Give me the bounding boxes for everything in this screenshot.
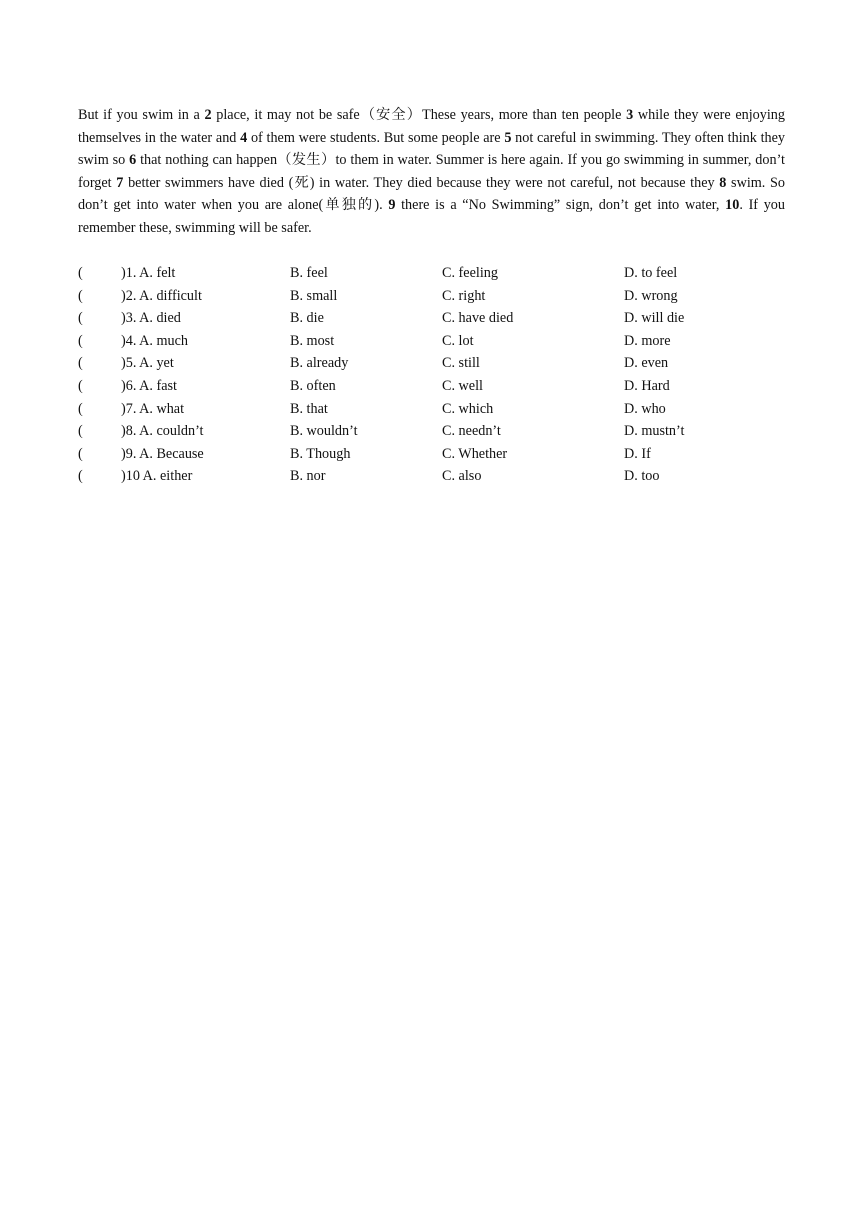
option-b: B. often: [290, 377, 336, 394]
blank-number: 8: [719, 174, 727, 191]
option-b: B. already: [290, 355, 349, 372]
option-c: C. right: [442, 287, 486, 304]
answer-paren: (: [78, 332, 83, 349]
passage-text: while they were enjoying themselves in the water and: [78, 107, 785, 146]
blank-number: 3: [626, 107, 634, 123]
option-a: )8. A. couldn’t: [121, 423, 204, 440]
option-a: )7. A. what: [121, 400, 185, 417]
blank-number: 10: [725, 197, 740, 214]
blank-number: 4: [240, 129, 248, 146]
answer-paren: (: [78, 400, 83, 417]
option-c: C. Whether: [442, 445, 508, 462]
passage-text: that nothing can happen（发生）to them in water. Summer is here again. If you go swimming in summer, don’t forget: [78, 152, 785, 191]
option-a: )3. A. died: [121, 310, 181, 327]
option-d: D. Hard: [624, 377, 670, 394]
question-row: [78, 420, 785, 443]
question-row: [78, 330, 785, 353]
blank-number: 2: [204, 107, 212, 123]
option-d: D. wrong: [624, 287, 678, 304]
question-row: [78, 352, 785, 375]
option-c: C. needn’t: [442, 423, 501, 440]
blank-number: 7: [116, 174, 124, 191]
passage-text: not careful in swimming. They often think they swim so: [78, 129, 785, 169]
option-b: B. small: [290, 287, 338, 304]
answer-paren: (: [78, 355, 83, 372]
answer-paren: (: [78, 265, 83, 281]
question-row: [78, 375, 785, 398]
blank-number: 6: [129, 152, 137, 169]
passage-text: swim. So don’t get into water when you are alone(单独的).: [78, 174, 785, 214]
option-a: )5. A. yet: [121, 355, 174, 372]
option-a: )1. A. felt: [121, 265, 176, 281]
question-row: [78, 262, 785, 285]
option-b: B. feel: [290, 265, 328, 281]
passage-text: But if you swim in a: [78, 107, 205, 123]
option-a: )2. A. difficult: [121, 287, 202, 304]
question-row: [78, 443, 785, 466]
cloze-passage: [78, 104, 785, 240]
option-c: C. well: [442, 377, 483, 394]
option-d: D. even: [624, 355, 669, 372]
answer-paren: (: [78, 377, 83, 394]
answer-paren: (: [78, 468, 83, 485]
option-d: D. to feel: [624, 265, 678, 281]
option-d: D. more: [624, 332, 671, 349]
option-c: C. also: [442, 468, 482, 485]
option-c: C. lot: [442, 332, 474, 349]
answer-paren: (: [78, 310, 83, 327]
answer-paren: (: [78, 445, 83, 462]
option-c: C. which: [442, 400, 494, 417]
blank-number: 9: [388, 197, 396, 214]
passage-text: better swimmers have died (死) in water. They died because they were not careful, not because they: [123, 174, 720, 191]
passage-text: . If you remember these, swimming will be safer.: [78, 197, 785, 236]
question-list: [78, 262, 785, 488]
option-b: B. that: [290, 400, 328, 417]
option-c: C. have died: [442, 310, 514, 327]
question-row: [78, 398, 785, 421]
passage-text: there is a “No Swimming” sign, don’t get into water,: [395, 197, 726, 214]
question-row: [78, 307, 785, 330]
blank-number: 5: [504, 129, 512, 146]
option-b: B. wouldn’t: [290, 423, 358, 440]
option-d: D. mustn’t: [624, 423, 685, 440]
passage-text: place, it may not be safe（安全）These years, more than ten people: [211, 107, 627, 123]
option-a: )6. A. fast: [121, 377, 177, 394]
answer-paren: (: [78, 423, 83, 440]
option-d: D. too: [624, 468, 660, 485]
option-a: )10 A. either: [121, 468, 193, 485]
option-c: C. still: [442, 355, 480, 372]
option-d: D. will die: [624, 310, 685, 327]
option-d: D. If: [624, 445, 651, 462]
answer-paren: (: [78, 287, 83, 304]
option-b: B. Though: [290, 445, 351, 462]
option-c: C. feeling: [442, 265, 498, 281]
question-row: [78, 285, 785, 308]
option-b: B. nor: [290, 468, 326, 485]
option-d: D. who: [624, 400, 666, 417]
option-b: B. most: [290, 332, 335, 349]
passage-text: of them were students. But some people are: [247, 129, 505, 146]
option-a: )9. A. Because: [121, 445, 204, 462]
option-b: B. die: [290, 310, 324, 327]
option-a: )4. A. much: [121, 332, 188, 349]
question-row: [78, 465, 785, 488]
